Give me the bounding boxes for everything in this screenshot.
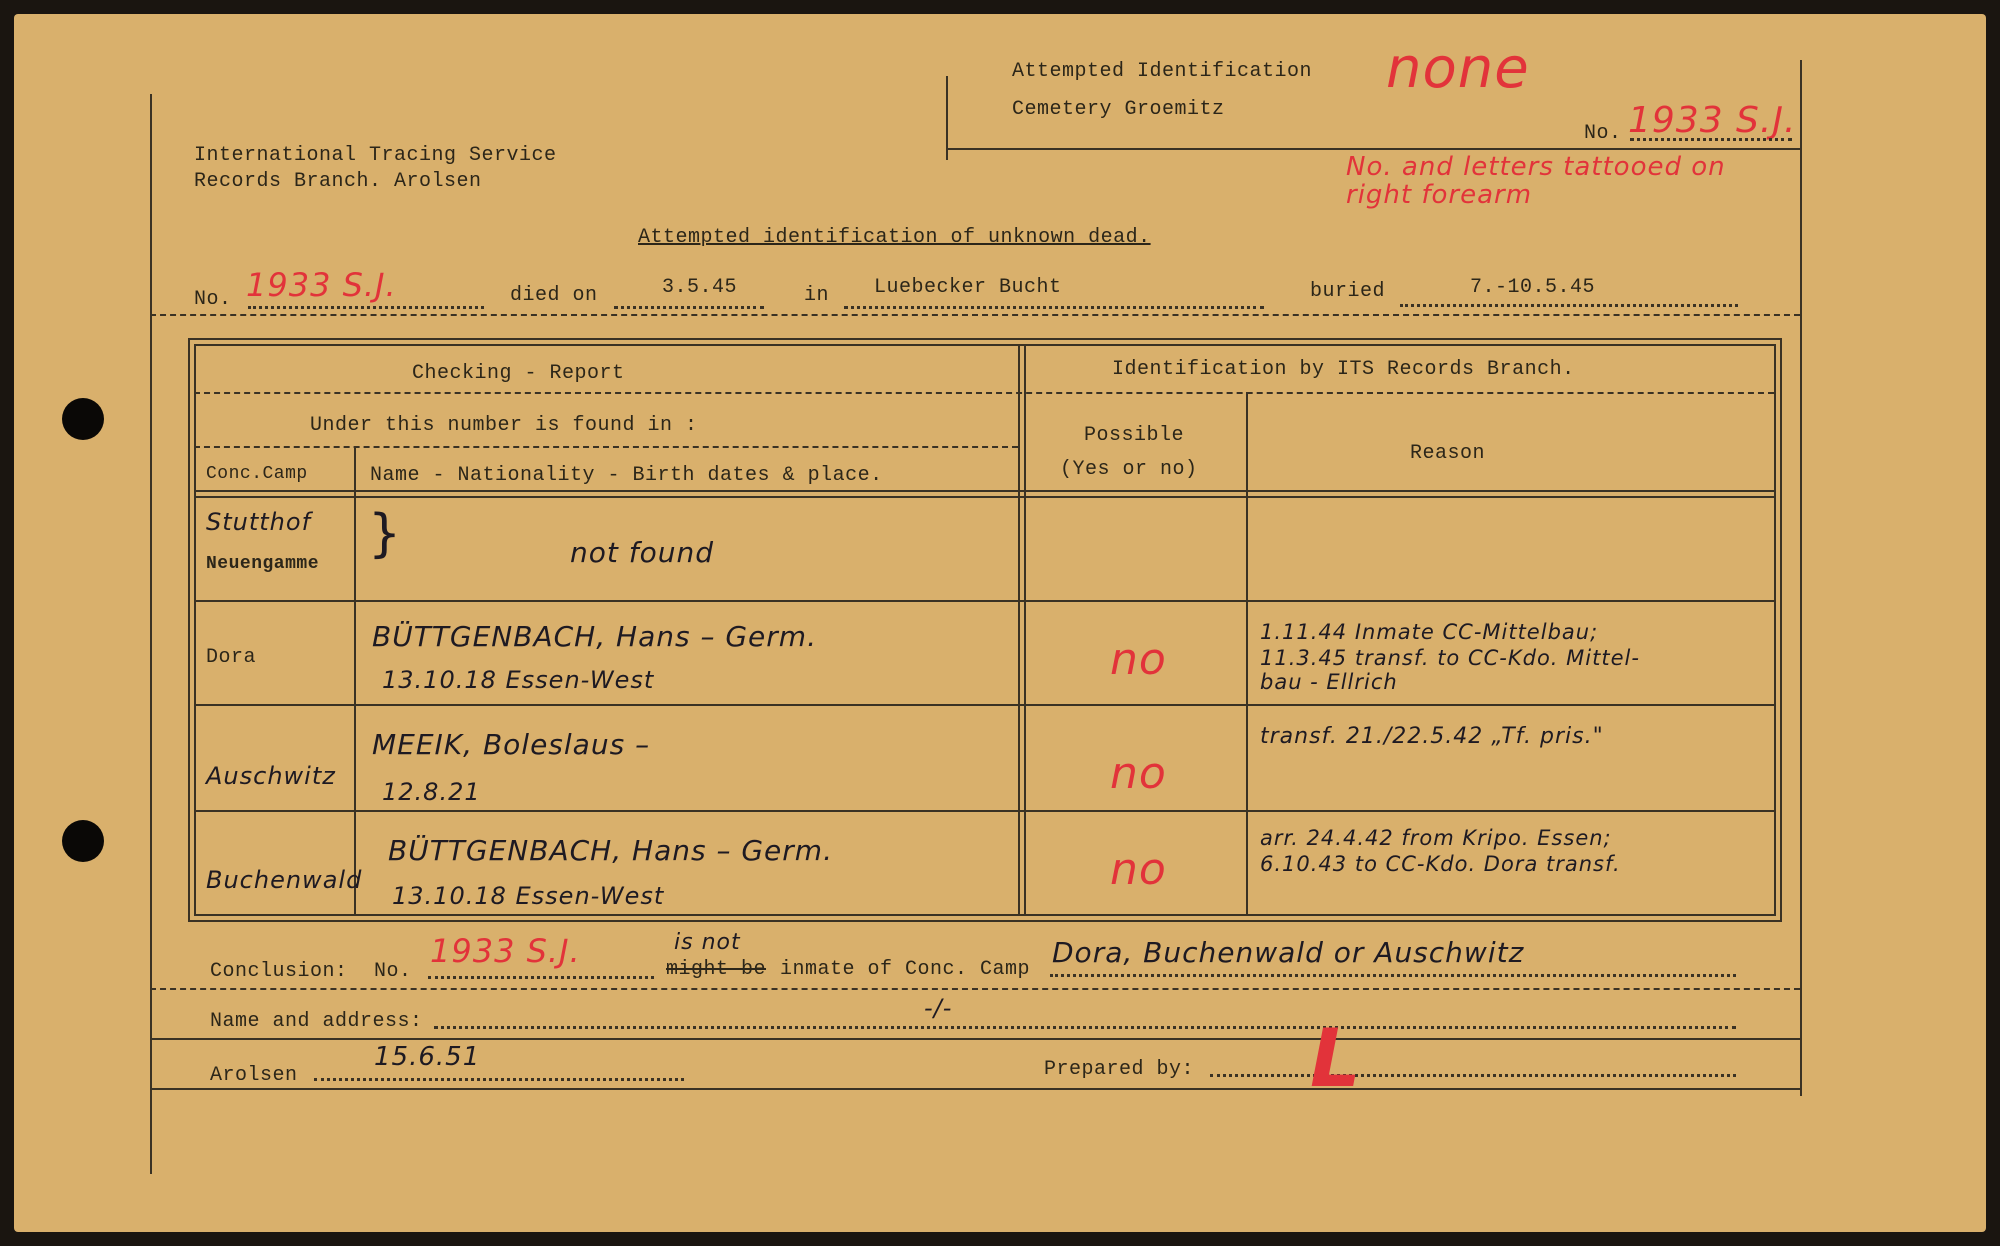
conclusion-is-not: is not <box>674 930 741 955</box>
buried-value: 7.-10.5.45 <box>1470 276 1596 299</box>
header-no-dots <box>1630 138 1792 141</box>
conclusion-no-dots <box>428 976 654 979</box>
cemetery-label: Cemetery Groemitz <box>1012 98 1225 121</box>
name-address-label: Name and address: <box>210 1010 423 1033</box>
possible-header-line1: Possible <box>1084 424 1185 447</box>
row-reason-line1: 1.11.44 Inmate CC-Mittelbau; <box>1260 620 1599 644</box>
in-value: Luebecker Bucht <box>874 276 1062 299</box>
died-on-dots <box>614 306 764 309</box>
none-stamp: none <box>1386 36 1530 101</box>
name-nationality-header: Name - Nationality - Birth dates & place. <box>370 464 883 487</box>
arolsen-dots <box>314 1078 684 1081</box>
in-dots <box>844 306 1264 309</box>
identification-header: Identification by ITS Records Branch. <box>1112 358 1575 381</box>
prepared-by-dots <box>1210 1074 1736 1077</box>
conclusion-no-label: No. <box>374 960 412 983</box>
row-name-line2: 13.10.18 Essen-West <box>382 666 655 694</box>
row-name-line1: MEEIK, Boleslaus – <box>372 728 651 761</box>
died-on-value: 3.5.45 <box>662 276 738 299</box>
conclusion-camps: Dora, Buchenwald or Auschwitz <box>1052 936 1525 969</box>
header-no-label: No. <box>1584 122 1622 145</box>
row-camp-line2: Neuengamme <box>206 554 320 574</box>
organization-line1: International Tracing Service <box>194 144 557 167</box>
buried-dots <box>1400 304 1738 307</box>
name-address-dots <box>434 1026 1736 1029</box>
arolsen-label: Arolsen <box>210 1064 298 1087</box>
row-possible: no <box>1110 844 1167 895</box>
record-no-label: No. <box>194 288 232 311</box>
attempted-identification-label: Attempted Identification <box>1012 60 1313 83</box>
arolsen-date: 15.6.51 <box>374 1042 481 1072</box>
conclusion-inmate-text: inmate of Conc. Camp <box>780 958 1031 981</box>
left-margin-rule <box>150 94 152 1174</box>
row-name-line1: BÜTTGENBACH, Hans – Germ. <box>388 834 833 867</box>
reason-header: Reason <box>1410 442 1486 465</box>
row-reason-line3: bau - Ellrich <box>1260 670 1398 694</box>
punch-hole-top <box>62 398 104 440</box>
checking-report-header: Checking - Report <box>412 362 625 385</box>
conclusion-rule <box>150 988 1800 990</box>
prepared-by-signature: L <box>1310 1012 1362 1105</box>
conclusion-camps-dots <box>1050 974 1736 977</box>
row-reason-line1: transf. 21./22.5.42 „Tf. pris." <box>1260 724 1604 749</box>
header-box-bottom <box>946 148 1800 150</box>
right-margin-rule <box>1800 60 1802 1096</box>
conclusion-might-be: might be <box>666 958 767 981</box>
conclusion-label: Conclusion: <box>210 960 348 983</box>
tattoo-note-line1: No. and letters tattooed on <box>1346 152 1726 182</box>
under-number-header: Under this number is found in : <box>310 414 698 437</box>
died-on-label: died on <box>510 284 598 307</box>
conc-camp-header: Conc.Camp <box>206 464 308 484</box>
bottom-rule <box>150 1088 1800 1090</box>
tattoo-note-line2: right forearm <box>1346 180 1533 210</box>
row-camp-line1: Buchenwald <box>206 866 363 894</box>
row-name-line2: 12.8.21 <box>382 778 481 806</box>
organization-line2: Records Branch. Arolsen <box>194 170 482 193</box>
row-name-line2: 13.10.18 Essen-West <box>392 882 665 910</box>
conclusion-no-value: 1933 S.J. <box>430 932 581 970</box>
row-possible: no <box>1110 748 1167 799</box>
row-brace: } <box>368 504 403 564</box>
possible-header-line2: (Yes or no) <box>1060 458 1198 481</box>
row-reason-line1: arr. 24.4.42 from Kripo. Essen; <box>1260 826 1612 850</box>
buried-label: buried <box>1310 280 1386 303</box>
form-title: Attempted identification of unknown dead. <box>638 226 1151 249</box>
row-camp-line1: Dora <box>206 646 257 669</box>
record-no-value: 1933 S.J. <box>246 266 397 304</box>
header-no-value: 1933 S.J. <box>1628 100 1797 141</box>
in-label: in <box>804 284 830 307</box>
row-possible: no <box>1110 634 1167 685</box>
row-name-line1: not found <box>570 536 715 569</box>
row-camp-line1: Auschwitz <box>206 762 336 790</box>
row-reason-line2: 6.10.43 to CC-Kdo. Dora transf. <box>1260 852 1621 876</box>
record-rule <box>150 314 1800 316</box>
name-address-value: -/- <box>924 994 953 1022</box>
row-name-line1: BÜTTGENBACH, Hans – Germ. <box>372 620 817 653</box>
row-camp-line1: Stutthof <box>206 508 312 536</box>
punch-hole-bottom <box>62 820 104 862</box>
prepared-by-label: Prepared by: <box>1044 1058 1195 1081</box>
index-card <box>14 14 1986 1232</box>
record-no-dots <box>248 306 484 309</box>
row-reason-line2: 11.3.45 transf. to CC-Kdo. Mittel- <box>1260 646 1640 670</box>
name-address-rule <box>150 1038 1800 1040</box>
